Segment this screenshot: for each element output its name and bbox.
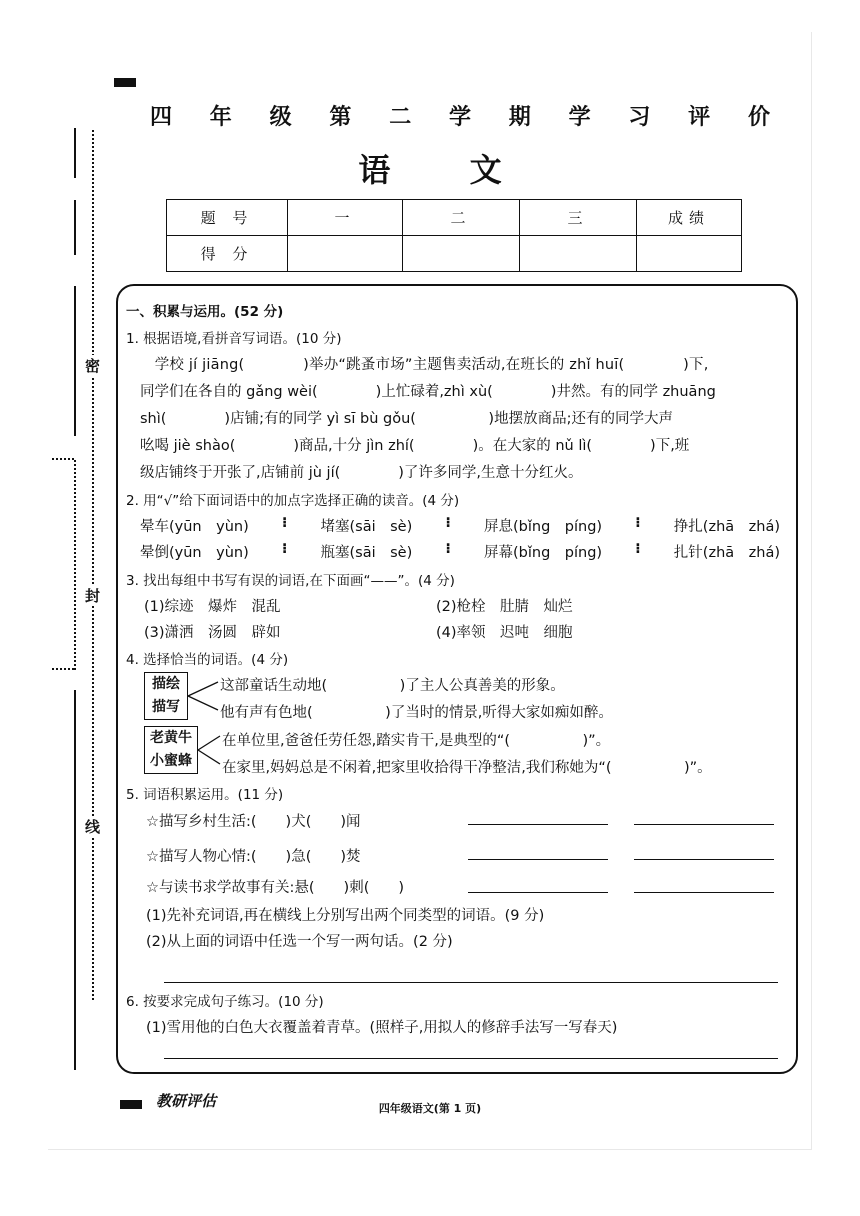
word-group: (2)枪栓 肚腈 灿烂 <box>436 599 573 615</box>
title-char: 年 <box>209 105 232 130</box>
pinyin-choice[interactable]: 瓶塞(sāi sè) <box>320 545 413 561</box>
pinyin-row: 晕倒(yūn yùn) ⁝ 瓶塞(sāi sè) ⁝ 屏幕(bǐng píng) ⁝ 扎针(zhā zhá) <box>140 541 780 561</box>
word-option: 描写 <box>152 699 180 715</box>
answer-line[interactable] <box>634 843 774 860</box>
q5-prompt: ☆描写人物心情:( )急( )焚 <box>146 849 361 865</box>
pinyin-choice[interactable]: 屏息(bǐng píng) <box>483 519 603 535</box>
side-label-mi: 密 <box>85 357 101 375</box>
word-group: (3)潇洒 汤圆 辟如 <box>144 625 281 641</box>
q1-passage-line: 学校 jí jiāng( )举办“跳蚤市场”主题售卖活动,在班长的 zhǐ huī( )下, <box>140 357 709 373</box>
section-heading: 一、积累与运用。(52 分) <box>126 304 284 320</box>
score-cell: 得 分 <box>167 236 288 272</box>
pinyin-choice[interactable]: 扎针(zhā zhá) <box>673 545 780 561</box>
score-cell: 一 <box>288 200 403 236</box>
pinyin-choice[interactable]: 堵塞(sāi sè) <box>320 519 413 535</box>
answer-line[interactable] <box>634 808 774 825</box>
question-title: 6. 按要求完成句子练习。(10 分) <box>126 994 324 1010</box>
answer-line[interactable] <box>468 843 608 860</box>
page-title <box>150 100 770 131</box>
binding-line <box>74 200 76 255</box>
word-option: 老黄牛 <box>150 730 192 746</box>
answer-line[interactable] <box>164 1058 778 1059</box>
pinyin-row: 晕车(yūn yùn) ⁝ 堵塞(sāi sè) ⁝ 屏息(bǐng píng) ⁝ 挣扎(zhā zhá) <box>140 515 780 535</box>
binding-line <box>74 690 76 1070</box>
q4-sentence: 他有声有色地( )了当时的情景,听得大家如痴如醉。 <box>220 705 613 721</box>
q5-subquestion: (1)先补充词语,再在横线上分别写出两个同类型的词语。(9 分) <box>146 908 545 924</box>
q5-subquestion: (2)从上面的词语中任选一个写一两句话。(2 分) <box>146 934 453 950</box>
q1-passage-line: 同学们在各自的 gǎng wèi( )上忙碌着,zhì xù( )井然。有的同学 zhuāng <box>140 384 716 400</box>
binding-line <box>74 128 76 178</box>
title-char: 习 <box>628 105 651 130</box>
score-table-header-row <box>167 200 742 236</box>
binding-dotted-line <box>52 458 74 460</box>
q5-prompt: ☆与读书求学故事有关:悬( )刺( ) <box>146 880 405 896</box>
title-char: 评 <box>688 105 711 130</box>
title-char: 第 <box>329 105 352 130</box>
bracket-lines <box>186 672 222 722</box>
subject-title: 语 文 <box>358 151 536 189</box>
title-char: 学 <box>568 105 591 130</box>
q1-passage-line: 级店铺终于开张了,店铺前 jù jí( )了许多同学,生意十分红火。 <box>140 465 583 481</box>
side-label-xian: 线 <box>85 818 101 836</box>
page-number: 四年级语文(第 1 页) <box>378 1102 482 1115</box>
answer-line[interactable] <box>468 808 608 825</box>
q6-subquestion: (1)雪用他的白色大衣覆盖着青草。(照样子,用拟人的修辞手法写一写春天) <box>146 1020 618 1036</box>
q4-sentence: 在单位里,爸爸任劳任怨,踏实肯干,是典型的“( )”。 <box>222 733 611 749</box>
q4-sentence: 在家里,妈妈总是不闲着,把家里收拾得干净整洁,我们称她为“( )”。 <box>222 760 712 776</box>
answer-line[interactable] <box>634 876 774 893</box>
question-title: 2. 用“√”给下面词语中的加点字选择正确的读音。(4 分) <box>126 493 460 509</box>
binding-dotted-line <box>92 130 94 1000</box>
title-char: 价 <box>747 105 770 130</box>
pinyin-choice[interactable]: 晕车(yūn yùn) <box>140 519 249 535</box>
pinyin-choice[interactable]: 挣扎(zhā zhá) <box>673 519 780 535</box>
binding-dotted-line <box>52 668 74 670</box>
question-title: 5. 词语积累运用。(11 分) <box>126 787 284 803</box>
binding-dotted-line <box>74 460 76 670</box>
word-choice-box-a <box>144 672 188 720</box>
answer-line[interactable] <box>468 876 608 893</box>
title-char: 四 <box>150 105 173 130</box>
score-cell: 题 号 <box>167 200 288 236</box>
q4-sentence: 这部童话生动地( )了主人公真善美的形象。 <box>220 678 565 694</box>
bracket-lines <box>196 726 224 776</box>
publisher-label: 教研评估 <box>156 1092 217 1110</box>
score-table <box>166 199 742 272</box>
question-title: 4. 选择恰当的词语。(4 分) <box>126 652 289 668</box>
question-title: 1. 根据语境,看拼音写词语。(10 分) <box>126 331 342 347</box>
title-char: 级 <box>269 105 292 130</box>
score-cell: 三 <box>520 200 637 236</box>
side-label-feng: 封 <box>85 587 101 605</box>
question-title: 3. 找出每组中书写有误的词语,在下面画“——”。(4 分) <box>126 573 455 589</box>
title-char: 二 <box>389 105 412 130</box>
word-option: 小蜜蜂 <box>150 753 192 769</box>
q1-passage-line: shì( )店铺;有的同学 yì sī bù gǒu( )地摆放商品;还有的同学大声 <box>140 411 673 427</box>
score-cell: 成绩 <box>637 200 742 236</box>
word-choice-box-b <box>144 726 198 774</box>
word-option: 描绘 <box>152 676 180 692</box>
score-input-cell[interactable] <box>520 236 637 272</box>
score-cell: 二 <box>403 200 520 236</box>
score-input-cell[interactable] <box>637 236 742 272</box>
corner-mark-top <box>114 78 136 87</box>
score-input-cell[interactable] <box>288 236 403 272</box>
word-group: (1)综迹 爆炸 混乱 <box>144 599 281 615</box>
title-char: 期 <box>508 105 531 130</box>
q1-passage-line: 吆喝 jiè shào( )商品,十分 jìn zhí( )。在大家的 nǔ lì( )下,班 <box>140 438 690 454</box>
binding-line <box>74 286 76 436</box>
answer-line[interactable] <box>164 982 778 983</box>
title-char: 学 <box>448 105 471 130</box>
word-group: (4)率领 迟吨 细胞 <box>436 625 573 641</box>
score-input-cell[interactable] <box>403 236 520 272</box>
pinyin-choice[interactable]: 屏幕(bǐng píng) <box>483 545 603 561</box>
q5-prompt: ☆描写乡村生活:( )犬( )闻 <box>146 814 361 830</box>
score-table-score-row <box>167 236 742 272</box>
pinyin-choice[interactable]: 晕倒(yūn yùn) <box>140 545 249 561</box>
